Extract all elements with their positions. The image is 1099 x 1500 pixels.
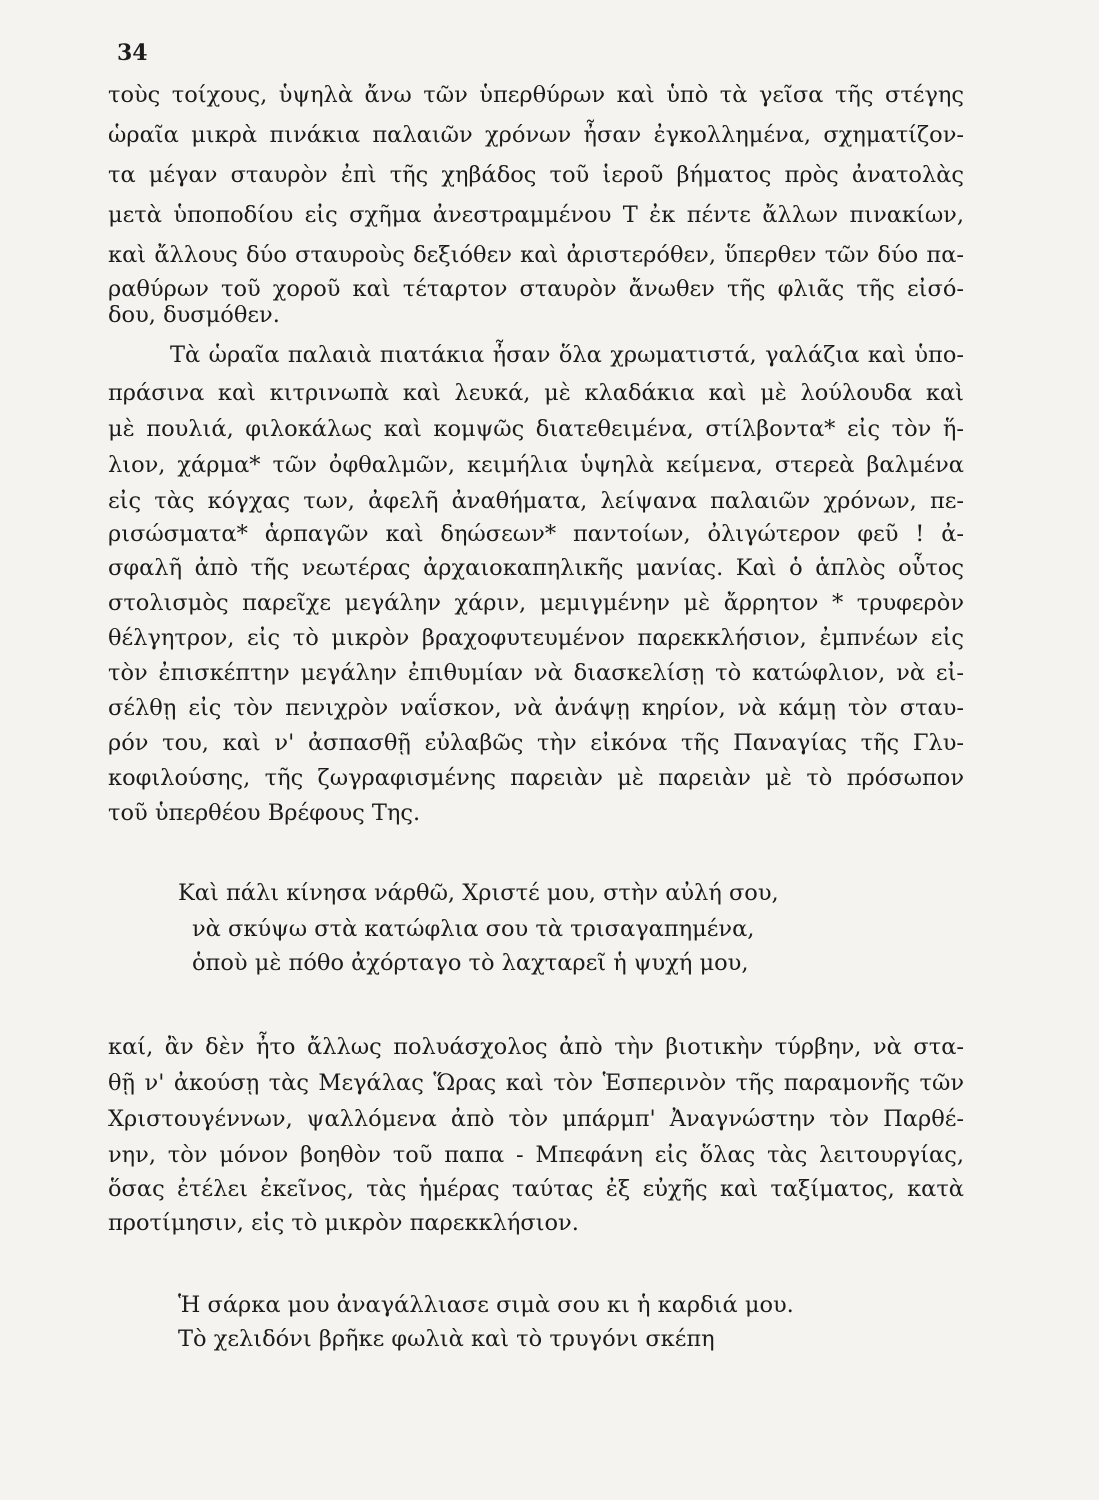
text-line: τοὺς τοίχους, ὑψηλὰ ἄνω τῶν ὑπερθύρων καὶ ὑπὸ τὰ γεῖσα τῆς στέγης	[108, 82, 964, 108]
text-line: Χριστουγέννων, ψαλλόμενα ἀπὸ τὸν μπάρμπ' Ἀναγνώστην τὸν Παρθέ-	[108, 1106, 964, 1132]
text-line: θέλγητρον, εἰς τὸ μικρὸν βραχοφυτευμένον παρεκκλήσιον, ἐμπνέων εἰς	[108, 625, 964, 651]
verse-line: Τὸ χελιδόνι βρῆκε φωλιὰ καὶ τὸ τρυγόνι σκέπη	[178, 1326, 715, 1352]
page-number: 34	[117, 40, 148, 66]
text-line: λιον, χάρμα* τῶν ὀφθαλμῶν, κειμήλια ὑψηλὰ κείμενα, στερεὰ βαλμένα	[108, 452, 964, 478]
text-line: εἰς τὰς κόγχας των, ἀφελῆ ἀναθήματα, λείψανα παλαιῶν χρόνων, πε-	[108, 488, 964, 514]
text-line: σφαλῆ ἀπὸ τῆς νεωτέρας ἀρχαιοκαπηλικῆς μανίας. Καὶ ὁ ἁπλὸς οὗτος	[108, 555, 964, 581]
verse-line: ὁποὺ μὲ πόθο ἀχόρταγο τὸ λαχταρεῖ ἡ ψυχή μου,	[192, 950, 749, 976]
text-line: ρισώσματα* ἁρπαγῶν καὶ δηώσεων* παντοίων, ὀλιγώτερον φεῦ ! ἀ-	[108, 521, 964, 547]
text-line: μὲ πουλιά, φιλοκάλως καὶ κομψῶς διατεθειμένα, στίλβοντα* εἰς τὸν ἥ-	[108, 416, 964, 442]
text-line: πράσινα καὶ κιτρινωπὰ καὶ λευκά, μὲ κλαδάκια καὶ μὲ λούλουδα καὶ	[108, 380, 964, 406]
text-line: δου, δυσμόθεν.	[108, 302, 280, 328]
text-line: στολισμὸς παρεῖχε μεγάλην χάριν, μεμιγμένην μὲ ἄρρητον * τρυφερὸν	[108, 590, 964, 616]
text-line: θῇ ν' ἀκούσῃ τὰς Μεγάλας Ὥρας καὶ τὸν Ἑσπερινὸν τῆς παραμονῆς τῶν	[108, 1070, 964, 1096]
text-line: καὶ ἄλλους δύο σταυροὺς δεξιόθεν καὶ ἀριστερόθεν, ὕπερθεν τῶν δύο πα-	[108, 242, 964, 268]
text-line: ρόν του, καὶ ν' ἀσπασθῇ εὐλαβῶς τὴν εἰκόνα τῆς Παναγίας τῆς Γλυ-	[108, 730, 964, 756]
text-line: Τὰ ὡραῖα παλαιὰ πιατάκια ἦσαν ὅλα χρωματιστά, γαλάζια καὶ ὑπο-	[170, 342, 964, 368]
verse-line: Καὶ πάλι κίνησα νάρθῶ, Χριστέ μου, στὴν αὐλή σου,	[178, 880, 779, 906]
text-line: τα μέγαν σταυρὸν ἐπὶ τῆς χηβάδος τοῦ ἱεροῦ βήματος πρὸς ἀνατολὰς	[108, 162, 964, 188]
text-line: κοφιλούσης, τῆς ζωγραφισμένης παρειὰν μὲ παρειὰν μὲ τὸ πρόσωπον	[108, 765, 964, 791]
text-line: νην, τὸν μόνον βοηθὸν τοῦ παπα - Μπεφάνη εἰς ὅλας τὰς λειτουργίας,	[108, 1142, 964, 1168]
verse-line: νὰ σκύψω στὰ κατώφλια σου τὰ τρισαγαπημένα,	[192, 916, 755, 942]
text-line: τὸν ἐπισκέπτην μεγάλην ἐπιθυμίαν νὰ διασκελίσῃ τὸ κατώφλιον, νὰ εἰ-	[108, 660, 964, 686]
text-line: τοῦ ὑπερθέου Βρέφους Της.	[108, 800, 421, 826]
text-line: προτίμησιν, εἰς τὸ μικρὸν παρεκκλήσιον.	[108, 1210, 579, 1236]
text-line: ραθύρων τοῦ χοροῦ καὶ τέταρτον σταυρὸν ἄνωθεν τῆς φλιᾶς τῆς εἰσό-	[108, 276, 964, 302]
text-line: καί, ἂν δὲν ἦτο ἄλλως πολυάσχολος ἀπὸ τὴν βιοτικὴν τύρβην, νὰ στα-	[108, 1034, 964, 1060]
text-line: ὅσας ἐτέλει ἐκεῖνος, τὰς ἡμέρας ταύτας ἐξ εὐχῆς καὶ ταξίματος, κατὰ	[108, 1176, 964, 1202]
text-line: σέλθῃ εἰς τὸν πενιχρὸν ναΐσκον, νὰ ἀνάψῃ κηρίον, νὰ κάμῃ τὸν σταυ-	[108, 695, 964, 721]
verse-line: Ἡ σάρκα μου ἀναγάλλιασε σιμὰ σου κι ἡ καρδιά μου.	[178, 1292, 794, 1318]
text-line: μετὰ ὑποποδίου εἰς σχῆμα ἀνεστραμμένου Τ ἐκ πέντε ἄλλων πινακίων,	[108, 202, 964, 228]
text-line: ὡραῖα μικρὰ πινάκια παλαιῶν χρόνων ἦσαν ἐγκολλημένα, σχηματίζον-	[108, 122, 964, 148]
